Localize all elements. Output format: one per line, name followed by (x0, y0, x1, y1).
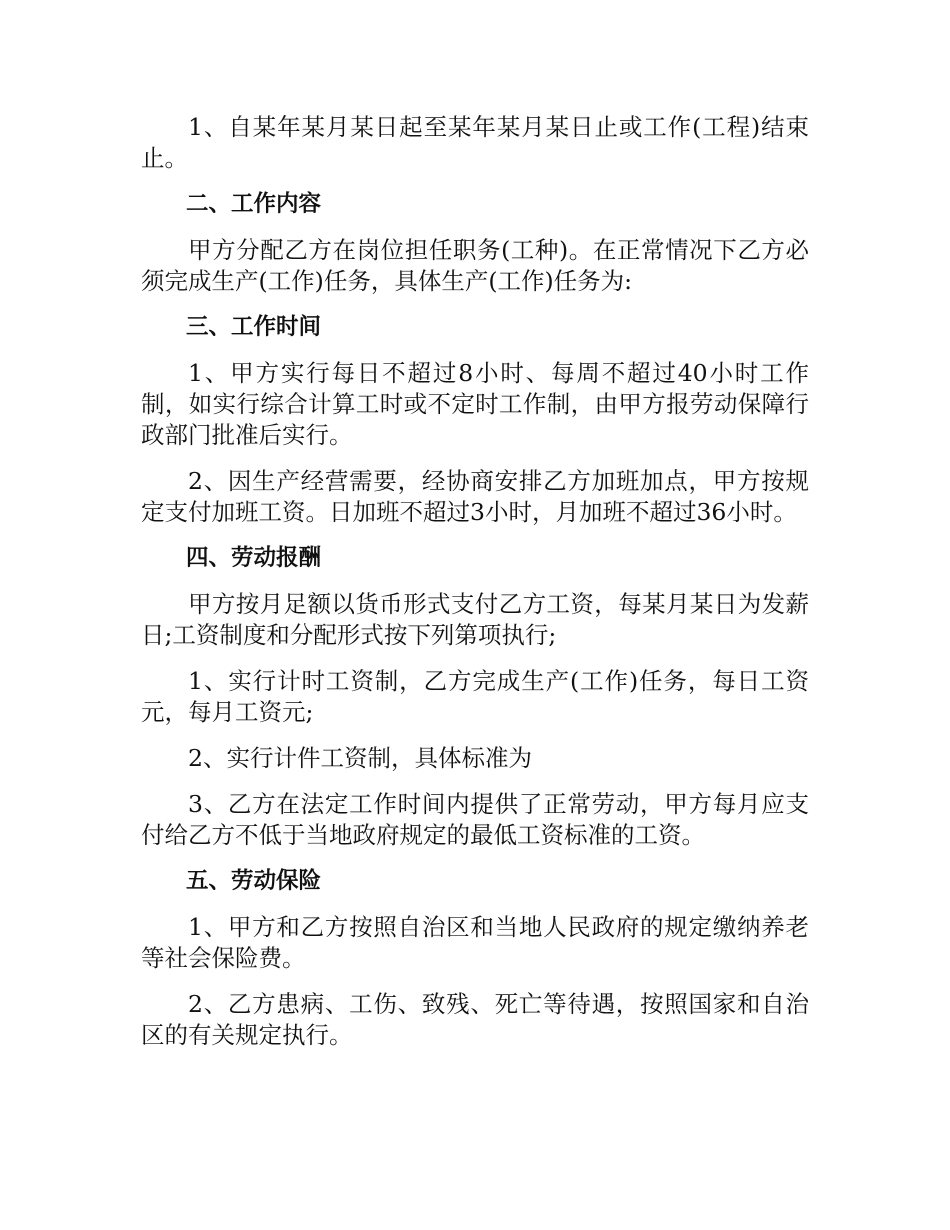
paragraph-piece-wage: 2、实行计件工资制，具体标准为 (188, 744, 532, 772)
paragraph-time-wage: 1、实行计时工资制，乙方完成生产(工作)任务，每日工资元，每月工资元; (141, 667, 809, 726)
paragraph-hours-limit: 1、甲方实行每日不超过8小时、每周不超过40小时工作制，如实行综合计算工时或不定时工作制，由甲方报劳动保障行政部门批准后实行。 (141, 359, 809, 449)
document-body (141, 112, 809, 1066)
paragraph-payday: 甲方按月足额以货币形式支付乙方工资，每某月某日为发薪日;工资制度和分配形式按下列第项执行; (141, 590, 809, 649)
paragraph-minimum-wage: 3、乙方在法定工作时间内提供了正常劳动，甲方每月应支付给乙方不低于当地政府规定的最低工资标准的工资。 (141, 790, 809, 849)
section-heading-remuneration: 四、劳动报酬 (186, 545, 322, 571)
paragraph-injury-benefits: 2、乙方患病、工伤、致残、死亡等待遇，按照国家和自治区的有关规定执行。 (141, 990, 809, 1049)
section-heading-insurance: 五、劳动保险 (186, 868, 322, 894)
paragraph-term-end: 1、自某年某月某日起至某年某月某日止或工作(工程)结束止。 (141, 113, 809, 172)
section-heading-work-content: 二、工作内容 (186, 191, 322, 217)
paragraph-social-insurance: 1、甲方和乙方按照自治区和当地人民政府的规定缴纳养老等社会保险费。 (141, 913, 809, 972)
paragraph-work-assignment: 甲方分配乙方在岗位担任职务(工种)。在正常情况下乙方必须完成生产(工作)任务，具体生产(工作)任务为: (141, 236, 809, 295)
section-heading-work-hours: 三、工作时间 (186, 314, 322, 340)
paragraph-overtime: 2、因生产经营需要，经协商安排乙方加班加点，甲方按规定支付加班工资。日加班不超过3小时，月加班不超过36小时。 (141, 467, 809, 526)
